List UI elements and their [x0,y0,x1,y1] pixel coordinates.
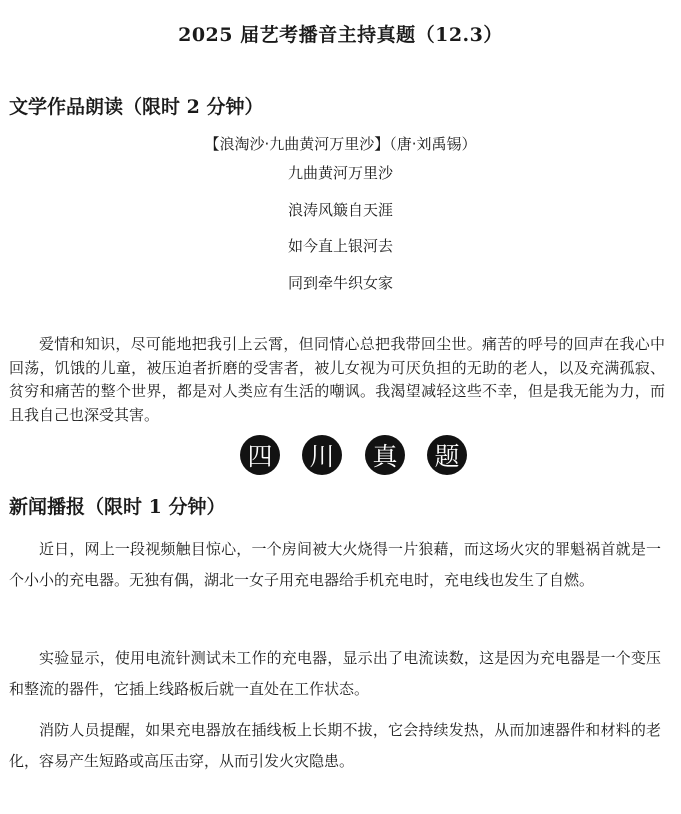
poem-line: 九曲黄河万里沙 [287,164,393,182]
prose-passage: 爱情和知识，尽可能地把我引上云霄，但同情心总把我带回尘世。痛苦的呼号的回声在我心中回荡，饥饿的儿童，被压迫者折磨的受害者，被儿女视为可厌负担的无助的老人，以及充满孤寂、贫穷和痛苦的整个世界，都是对人类应有生活的嘲讽。我渴望减轻这些不幸，但是我无能为力，而且我自己也深受其害。 [9,335,665,424]
watermark-badge: 题 [427,435,467,475]
literature-reading-heading: 文学作品朗读（限时 2 分钟） [9,96,264,118]
poem-line: 同到牵牛织女家 [287,274,393,292]
poem-line: 浪涛风簸自天涯 [287,201,393,219]
watermark-badge: 真 [365,435,405,475]
news-paragraph: 消防人员提醒，如果充电器放在插线板上长期不拔，它会持续发热，从而加速器件和材料的老化，容易产生短路或高压击穿，从而引发火灾隐患。 [9,721,661,770]
poem-title: 【浪淘沙·九曲黄河万里沙】（唐·刘禹锡） [204,135,477,153]
news-paragraph: 近日，网上一段视频触目惊心，一个房间被大火烧得一片狼藉，而这场火灾的罪魁祸首就是一个小小的充电器。无独有偶，湖北一女子用充电器给手机充电时，充电线也发生了自燃。 [9,540,661,589]
watermark-badge: 川 [302,435,342,475]
poem-line: 如今直上银河去 [287,237,393,255]
watermark-badges [240,435,470,475]
watermark-badge: 四 [240,435,280,475]
document-title: 2025 届艺考播音主持真题（12.3） [178,24,503,46]
news-paragraph: 实验显示，使用电流针测试未工作的充电器，显示出了电流读数，这是因为充电器是一个变压和整流的器件，它插上线路板后就一直处在工作状态。 [9,649,661,698]
news-broadcast-heading: 新闻播报（限时 1 分钟） [9,496,226,518]
